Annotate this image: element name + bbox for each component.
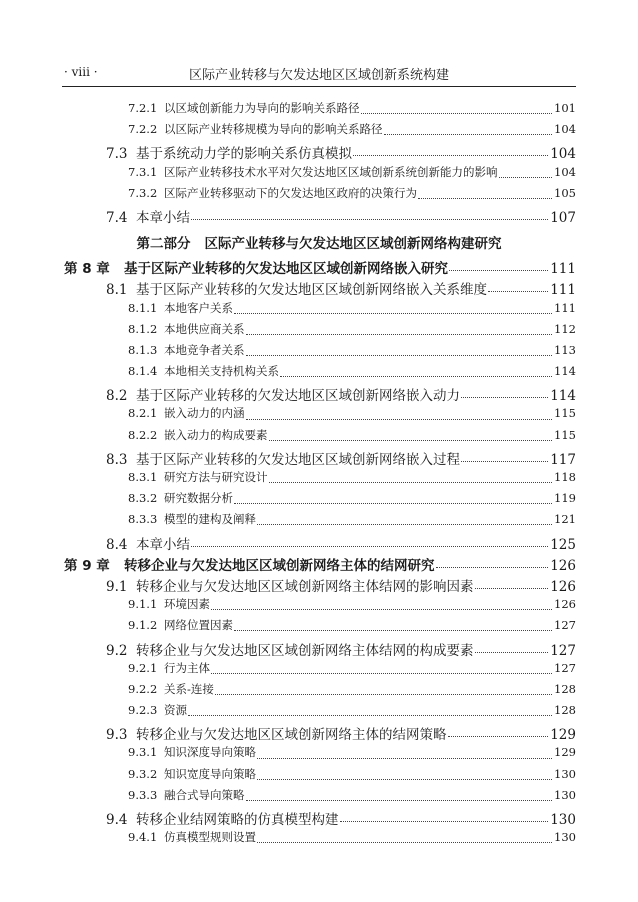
dot-leader <box>269 440 553 441</box>
dot-leader <box>188 715 552 716</box>
dot-leader <box>257 842 552 843</box>
dot-leader <box>475 588 549 589</box>
entry-page-number: 104 <box>550 146 576 163</box>
entry-number: 8.1.4 <box>128 364 164 378</box>
toc-section-entry[interactable] <box>62 575 576 596</box>
entry-number: 9.2.2 <box>128 682 164 696</box>
entry-title: 转移企业结网策略的仿真模型构建 <box>136 808 339 828</box>
toc-subsection-entry[interactable] <box>62 596 576 617</box>
entry-number: 8.1 <box>106 282 136 298</box>
dot-leader <box>234 503 552 504</box>
entry-page-number: 130 <box>554 766 576 781</box>
entry-number: 7.3.1 <box>128 165 164 179</box>
dot-leader <box>246 419 553 420</box>
toc-subsection-entry[interactable] <box>62 469 576 490</box>
dot-leader <box>257 758 552 759</box>
entry-page-number: 117 <box>550 451 576 468</box>
entry-number: 7.4 <box>106 210 136 226</box>
entry-number: 7.3.2 <box>128 186 164 200</box>
entry-number: 9.2.1 <box>128 661 164 675</box>
entry-title: 仿真模型规则设置 <box>164 830 256 845</box>
page-number: · viii · <box>64 65 98 79</box>
entry-page-number: 125 <box>550 536 576 553</box>
entry-number: 8.3 <box>106 452 136 468</box>
entry-title: 嵌入动力的内涵 <box>164 406 245 421</box>
entry-title: 关系-连接 <box>164 681 214 696</box>
dot-leader <box>499 177 553 178</box>
dot-leader <box>257 524 552 525</box>
entry-page-number: 115 <box>554 406 576 421</box>
entry-page-number: 127 <box>554 618 576 633</box>
entry-page-number: 111 <box>550 261 576 278</box>
toc-section-entry[interactable] <box>62 142 576 163</box>
entry-page-number: 114 <box>554 364 576 379</box>
toc-subsection-entry[interactable] <box>62 702 576 723</box>
dot-leader <box>418 198 552 199</box>
entry-page-number: 118 <box>554 470 576 484</box>
entry-page-number: 127 <box>550 642 576 659</box>
entry-page-number: 127 <box>554 660 576 675</box>
toc-section-entry[interactable] <box>62 533 576 554</box>
entry-title: 嵌入动力的构成要素 <box>164 427 268 442</box>
entry-number: 9.3.1 <box>128 745 164 759</box>
entry-title: 模型的建构及阐释 <box>164 512 256 527</box>
entry-page-number: 112 <box>554 321 576 336</box>
entry-number: 8.4 <box>106 537 136 553</box>
dot-leader <box>246 800 553 801</box>
entry-title: 以区际产业转移规模为导向的影响关系路径 <box>164 122 383 137</box>
entry-title: 环境因素 <box>164 597 210 612</box>
dot-leader <box>461 461 548 462</box>
toc-section-entry[interactable] <box>62 384 576 405</box>
dot-leader <box>234 630 552 631</box>
entry-page-number: 129 <box>554 745 576 760</box>
toc-subsection-entry[interactable] <box>62 681 576 702</box>
toc-section-entry[interactable] <box>62 278 576 299</box>
entry-title: 网络位置因素 <box>164 618 233 633</box>
toc-subsection-entry[interactable] <box>62 121 576 142</box>
dot-leader <box>436 567 549 568</box>
entry-page-number: 115 <box>554 427 576 442</box>
entry-number: 8.1.1 <box>128 301 164 315</box>
toc-chapter-entry[interactable] <box>62 554 576 575</box>
entry-title: 区际产业转移技术水平对欠发达地区区域创新系统创新能力的影响 <box>164 164 498 179</box>
entry-title: 本地客户关系 <box>164 300 233 315</box>
toc-section-entry[interactable] <box>62 808 576 829</box>
entry-number: 9.4 <box>106 812 136 828</box>
entry-number: 9.3.3 <box>128 788 164 802</box>
entry-title: 以区域创新能力为导向的影响关系路径 <box>164 101 360 115</box>
entry-number: 8.3.1 <box>128 470 164 484</box>
dot-leader <box>449 270 548 271</box>
entry-number: 7.2.1 <box>128 101 164 115</box>
dot-leader <box>257 779 552 780</box>
entry-title: 基于区际产业转移的欠发达地区区域创新网络嵌入关系维度 <box>136 278 487 298</box>
dot-leader <box>191 219 548 220</box>
entry-page-number: 101 <box>554 101 576 115</box>
entry-number: 8.3.3 <box>128 512 164 526</box>
entry-title: 本地竞争者关系 <box>164 342 245 357</box>
toc-subsection-entry[interactable] <box>62 787 576 808</box>
entry-title: 基于区际产业转移的欠发达地区区域创新网络嵌入过程 <box>136 448 460 468</box>
entry-number: 8.1.3 <box>128 343 164 357</box>
toc-subsection-entry[interactable] <box>62 300 576 321</box>
entry-title: 融合式导向策略 <box>164 787 245 802</box>
toc-subsection-entry[interactable] <box>62 342 576 363</box>
dot-leader <box>448 736 549 737</box>
entry-page-number: 121 <box>554 512 576 527</box>
entry-number: 9.4.1 <box>128 830 164 844</box>
dot-leader <box>234 313 552 314</box>
toc-subsection-entry[interactable] <box>62 185 576 206</box>
dot-leader <box>246 355 553 356</box>
entry-page-number: 105 <box>554 185 576 200</box>
page-header <box>62 64 576 87</box>
entry-number: 8.2.2 <box>128 428 164 442</box>
entry-title: 基于区际产业转移的欠发达地区区域创新网络嵌入研究 <box>124 257 448 277</box>
entry-title: 转移企业与欠发达地区区域创新网络主体结网的影响因素 <box>136 575 474 595</box>
entry-page-number: 130 <box>554 787 576 802</box>
toc-subsection-entry[interactable] <box>62 363 576 384</box>
dot-leader <box>280 376 552 377</box>
dot-leader <box>353 155 548 156</box>
entry-number: 7.2.2 <box>128 122 164 136</box>
entry-page-number: 111 <box>550 282 576 299</box>
dot-leader <box>211 673 552 674</box>
entry-page-number: 128 <box>554 703 576 718</box>
entry-title: 知识宽度导向策略 <box>164 766 256 781</box>
entry-page-number: 130 <box>554 830 576 845</box>
part-label: 第二部分 <box>136 236 191 253</box>
entry-title: 转移企业与欠发达地区区域创新网络主体结网的构成要素 <box>136 639 474 659</box>
entry-number: 9.3.2 <box>128 767 164 781</box>
toc-subsection-entry[interactable] <box>62 511 576 532</box>
entry-title: 转移企业与欠发达地区区域创新网络主体的结网研究 <box>124 554 435 574</box>
entry-number: 9.2.3 <box>128 703 164 717</box>
entry-page-number: 126 <box>550 578 576 595</box>
toc-section-entry[interactable] <box>62 723 576 744</box>
entry-number: 9.1.2 <box>128 618 164 632</box>
toc-subsection-entry[interactable] <box>62 164 576 185</box>
entry-page-number: 114 <box>550 388 576 405</box>
entry-title: 本地相关支持机构关系 <box>164 364 279 379</box>
dot-leader <box>340 821 549 822</box>
toc-subsection-entry[interactable] <box>62 321 576 342</box>
entry-title: 本章小结 <box>136 206 190 226</box>
entry-page-number: 130 <box>550 812 576 828</box>
dot-leader <box>215 694 552 695</box>
entry-title: 知识深度导向策略 <box>164 745 256 760</box>
entry-number: 第 9 章 <box>64 554 124 574</box>
entry-number: 9.1 <box>106 579 136 595</box>
dot-leader <box>269 482 553 483</box>
dot-leader <box>361 113 553 114</box>
running-title: 区际产业转移与欠发达地区区域创新系统构建 <box>188 68 449 83</box>
entry-title: 研究数据分析 <box>164 491 233 506</box>
entry-number: 8.1.2 <box>128 322 164 336</box>
toc-subsection-entry[interactable] <box>62 744 576 765</box>
entry-title: 本地供应商关系 <box>164 321 245 336</box>
entry-page-number: 107 <box>550 209 576 226</box>
entry-page-number: 126 <box>554 597 576 612</box>
entry-number: 7.3 <box>106 146 136 162</box>
part-title: 区际产业转移与欠发达地区区域创新网络构建研究 <box>204 236 502 253</box>
entry-page-number: 113 <box>554 342 576 357</box>
entry-page-number: 129 <box>550 727 576 744</box>
dot-leader <box>211 609 552 610</box>
entry-number: 9.2 <box>106 643 136 659</box>
entry-page-number: 104 <box>554 122 576 137</box>
entry-title: 本章小结 <box>136 533 190 553</box>
entry-title: 基于区际产业转移的欠发达地区区域创新网络嵌入动力 <box>136 384 460 404</box>
table-of-contents <box>62 100 576 850</box>
entry-page-number: 126 <box>550 557 576 574</box>
toc-subsection-entry[interactable] <box>62 427 576 448</box>
toc-section-entry[interactable] <box>62 206 576 227</box>
toc-subsection-entry[interactable] <box>62 829 576 850</box>
toc-section-entry[interactable] <box>62 448 576 469</box>
toc-subsection-entry[interactable] <box>62 660 576 681</box>
dot-leader <box>461 397 548 398</box>
entry-title: 行为主体 <box>164 660 210 675</box>
dot-leader <box>384 134 553 135</box>
toc-subsection-entry[interactable] <box>62 405 576 426</box>
toc-chapter-entry[interactable] <box>62 257 576 278</box>
entry-title: 研究方法与研究设计 <box>164 470 268 484</box>
entry-title: 转移企业与欠发达地区区域创新网络主体的结网策略 <box>136 723 447 743</box>
entry-title: 资源 <box>164 703 187 718</box>
dot-leader <box>488 291 548 292</box>
part-heading <box>62 227 576 257</box>
toc-subsection-entry[interactable] <box>62 617 576 638</box>
dot-leader <box>191 546 548 547</box>
dot-leader <box>475 652 549 653</box>
entry-title: 基于系统动力学的影响关系仿真模拟 <box>136 142 352 162</box>
toc-section-entry[interactable] <box>62 639 576 660</box>
entry-page-number: 111 <box>554 300 576 315</box>
entry-number: 第 8 章 <box>64 257 124 277</box>
entry-number: 8.2 <box>106 388 136 404</box>
entry-page-number: 128 <box>554 681 576 696</box>
toc-subsection-entry[interactable] <box>62 100 576 121</box>
entry-title: 区际产业转移驱动下的欠发达地区政府的决策行为 <box>164 185 417 200</box>
entry-number: 8.3.2 <box>128 491 164 505</box>
dot-leader <box>246 334 553 335</box>
entry-page-number: 119 <box>554 491 576 506</box>
entry-number: 9.3 <box>106 727 136 743</box>
entry-number: 8.2.1 <box>128 406 164 420</box>
toc-subsection-entry[interactable] <box>62 766 576 787</box>
toc-subsection-entry[interactable] <box>62 490 576 511</box>
entry-page-number: 104 <box>554 164 576 179</box>
entry-number: 9.1.1 <box>128 597 164 611</box>
